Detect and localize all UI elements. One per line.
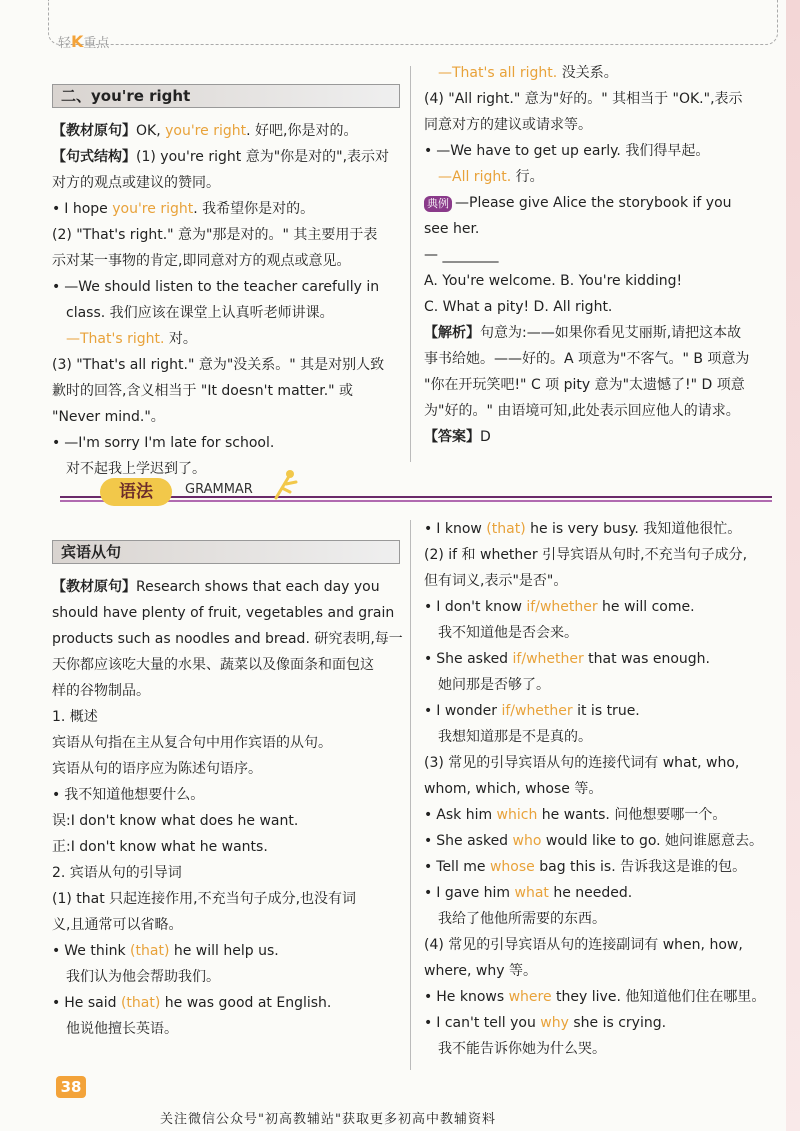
body-text: 我不知道他是否会来。 [438,625,578,641]
body-text: 为"好的。" 由语境可知,此处表示回应他人的请求。 [424,403,740,419]
text-line [424,1010,774,1036]
body-text: she is crying. [568,1015,667,1031]
text-line [52,1016,402,1042]
highlight-text: why [540,1015,569,1031]
text-line [424,294,774,320]
body-text: 她问那是否够了。 [438,677,550,693]
text-line [52,300,402,326]
column-divider [410,66,411,462]
text-line [424,372,774,398]
text-line [52,626,402,652]
body-text: (2) "That's right." 意为"那是对的。" 其主要用于表 [52,227,378,243]
text-line [424,424,774,450]
text-line [424,112,774,138]
body-text: he is very busy. 我知道他很忙。 [525,521,742,537]
body-text: We think [64,943,131,959]
text-line [424,568,774,594]
body-text: he needed. [548,885,633,901]
body-text: they live. 他知道他们住在哪里。 [551,989,766,1005]
body-text: class. 我们应该在课堂上认真听老师讲课。 [66,305,334,321]
text-line [424,164,774,190]
body-text: 我们认为他会帮助我们。 [66,969,220,985]
body-text: 但有词义,表示"是否"。 [424,573,568,589]
text-line [424,516,774,542]
text-line [52,964,402,990]
text-line [424,802,774,828]
text-line [52,886,402,912]
body-text: should have plenty of fruit, vegetables and grain [52,605,395,621]
body-text: he was good at English. [160,995,332,1011]
body-text: 样的谷物制品。 [52,683,150,699]
text-line [424,620,774,646]
body-text: (3) "That's all right." 意为"没关系。" 其是对别人致 [52,357,385,373]
text-line [424,906,774,932]
text-line [52,456,402,482]
body-text: he wants. 问他想要哪一个。 [537,807,727,823]
body-text: (4) "All right." 意为"好的。" 其相当于 "OK.",表示 [424,91,743,107]
text-line [52,678,402,704]
body-text: I gave him [436,885,515,901]
text-line [52,704,402,730]
body-text: he will come. [597,599,695,615]
text-line [52,378,402,404]
body-text: 没关系。 [557,65,618,81]
body-text: —I'm sorry I'm late for school. [64,435,275,451]
body-text: 事书给她。——好的。A 项意为"不客气。" B 项意为 [424,351,750,367]
text-line [424,320,774,346]
text-line [424,646,774,672]
text-line [52,834,402,860]
text-line [424,190,774,216]
highlight-text: (that) [130,943,170,959]
highlight-text: if/whether [526,599,598,615]
grammar-badge: 语法 [100,478,172,506]
text-line [52,404,402,430]
label-text: 【教材原句】 [52,123,136,139]
text-line [52,652,402,678]
body-text: I know [436,521,487,537]
label-text: 【句式结构】 [52,149,136,165]
body-text: I don't know [436,599,527,615]
body-text: 对。 [164,331,197,347]
text-line [424,672,774,698]
body-text: would like to go. 她问谁愿意去。 [541,833,764,849]
highlight-text: (that) [120,995,161,1011]
body-text: 行。 [511,169,544,185]
text-line [424,542,774,568]
body-text: —Please give Alice the storybook if you [455,195,732,211]
text-line [52,144,402,170]
body-text: he will help us. [169,943,279,959]
page-number: 38 [56,1076,86,1098]
text-line [424,828,774,854]
highlight-text: you're right [165,123,247,139]
highlight-text: (that) [486,521,526,537]
body-text: C. What a pity! D. All right. [424,299,613,315]
column-divider [410,520,411,1070]
text-line [52,248,402,274]
text-line [52,756,402,782]
section-body [424,516,774,1062]
highlight-text: what [514,885,549,901]
body-text: . 好吧,你是对的。 [246,123,358,139]
text-line [52,196,402,222]
text-line [52,808,402,834]
header-logo: 轻K重点 [58,32,110,51]
runner-icon [268,468,302,502]
body-text: (1) that 只起连接作用,不充当句子成分,也没有词 [52,891,357,907]
body-text: (4) 常见的引导宾语从句的连接副词有 when, how, [424,937,743,953]
body-text: I wonder [436,703,502,719]
text-line [52,430,402,456]
highlight-text: whose [489,859,535,875]
body-text: it is true. [572,703,640,719]
body-text: 1. 概述 [52,709,98,725]
highlight-text: —That's all right. [438,65,558,81]
section-body [52,574,402,1042]
body-text: 误:I don't know what does he want. [52,813,299,829]
section-body [52,118,402,482]
body-text: "Never mind."。 [52,409,165,425]
body-text: 句意为:——如果你看见艾丽斯,请把这本故 [480,325,742,341]
text-line [424,398,774,424]
text-line [52,574,402,600]
body-text: 他说他擅长英语。 [66,1021,178,1037]
text-line [424,880,774,906]
grammar-label: GRAMMAR [185,482,253,497]
text-line [424,958,774,984]
header-frame [48,0,778,45]
body-text: 正:I don't know what he wants. [52,839,268,855]
example-tag: 典例 [424,196,452,212]
text-line [52,730,402,756]
body-text: She asked [436,651,513,667]
text-line [424,346,774,372]
text-line [52,938,402,964]
text-line [52,990,402,1016]
text-line [424,854,774,880]
text-line [52,782,402,808]
text-line [424,1036,774,1062]
body-text: "你在开玩笑吧!" C 项 pity 意为"太遗憾了!" D 项意 [424,377,745,393]
body-text: 义,且通常可以省略。 [52,917,183,933]
label-text: 【教材原句】 [52,579,136,595]
text-line [52,170,402,196]
text-line [424,724,774,750]
text-line [52,222,402,248]
text-line [52,118,402,144]
body-text: —We have to get up early. 我们得早起。 [436,143,710,159]
body-text: (2) if 和 whether 引导宾语从句时,不充当句子成分, [424,547,748,563]
highlight-text: where [508,989,552,1005]
body-text: —We should listen to the teacher carefully in [64,279,380,295]
body-text: 2. 宾语从句的引导词 [52,865,182,881]
section-body [424,60,774,450]
body-text: I can't tell you [436,1015,541,1031]
body-text: where, why 等。 [424,963,537,979]
body-text: 示对某一事物的肯定,即同意对方的观点或意见。 [52,253,351,269]
body-text: D [480,429,491,445]
body-text: OK, [136,123,166,139]
body-text: A. You're welcome. B. You're kidding! [424,273,683,289]
text-line [424,216,774,242]
body-text: 我不知道他想要什么。 [64,787,205,803]
text-line [52,352,402,378]
highlight-text: if/whether [512,651,584,667]
body-text: She asked [436,833,513,849]
body-text: Tell me [436,859,490,875]
body-text: 宾语从句指在主从复合句中用作宾语的从句。 [52,735,332,751]
text-line [52,274,402,300]
highlight-text: which [496,807,538,823]
body-text: He said [64,995,121,1011]
label-text: 【答案】 [424,429,480,445]
text-line [52,860,402,886]
body-text: (3) 常见的引导宾语从句的连接代词有 what, who, [424,755,740,771]
body-text: (1) you're right 意为"你是对的",表示对 [136,149,390,165]
text-line [424,268,774,294]
section-title: 二、you're right [52,84,400,108]
body-text: 天你都应该吃大量的水果、蔬菜以及像面条和面包这 [52,657,374,673]
body-text: I hope [64,201,113,217]
page-edge-decoration [786,0,800,1131]
text-line [52,912,402,938]
body-text: that was enough. [583,651,710,667]
text-line [52,326,402,352]
text-line [424,932,774,958]
highlight-text: —All right. [438,169,512,185]
highlight-text: who [512,833,542,849]
body-text: bag this is. 告诉我这是谁的包。 [534,859,747,875]
label-text: 【解析】 [424,325,480,341]
text-line [424,698,774,724]
body-text: 歉时的回答,含义相当于 "It doesn't matter." 或 [52,383,354,399]
body-text: whom, which, whose 等。 [424,781,603,797]
text-line [424,86,774,112]
footer-note: 关注微信公众号"初高教辅站"获取更多初高中教辅资料 [160,1112,496,1127]
text-line [424,138,774,164]
body-text: Ask him [436,807,497,823]
highlight-text: if/whether [501,703,573,719]
body-text: . 我希望你是对的。 [193,201,315,217]
text-line [52,600,402,626]
text-line [424,242,774,268]
text-line [424,776,774,802]
highlight-text: —That's right. [66,331,165,347]
body-text: products such as noodles and bread. 研究表明,每一 [52,631,403,647]
text-line [424,750,774,776]
body-text: 宾语从句的语序应为陈述句语序。 [52,761,262,777]
body-text: 我想知道那是不是真的。 [438,729,592,745]
body-text: — ________ [424,247,499,263]
text-line [424,984,774,1010]
body-text: He knows [436,989,509,1005]
text-line [424,60,774,86]
highlight-text: you're right [112,201,194,217]
body-text: 对方的观点或建议的赞同。 [52,175,220,191]
body-text: see her. [424,221,480,237]
body-text: 我不能告诉你她为什么哭。 [438,1041,606,1057]
body-text: Research shows that each day you [136,579,380,595]
section-title: 宾语从句 [52,540,400,564]
text-line [424,594,774,620]
body-text: 我给了他他所需要的东西。 [438,911,606,927]
body-text: 对不起我上学迟到了。 [66,461,206,477]
body-text: 同意对方的建议或请求等。 [424,117,592,133]
